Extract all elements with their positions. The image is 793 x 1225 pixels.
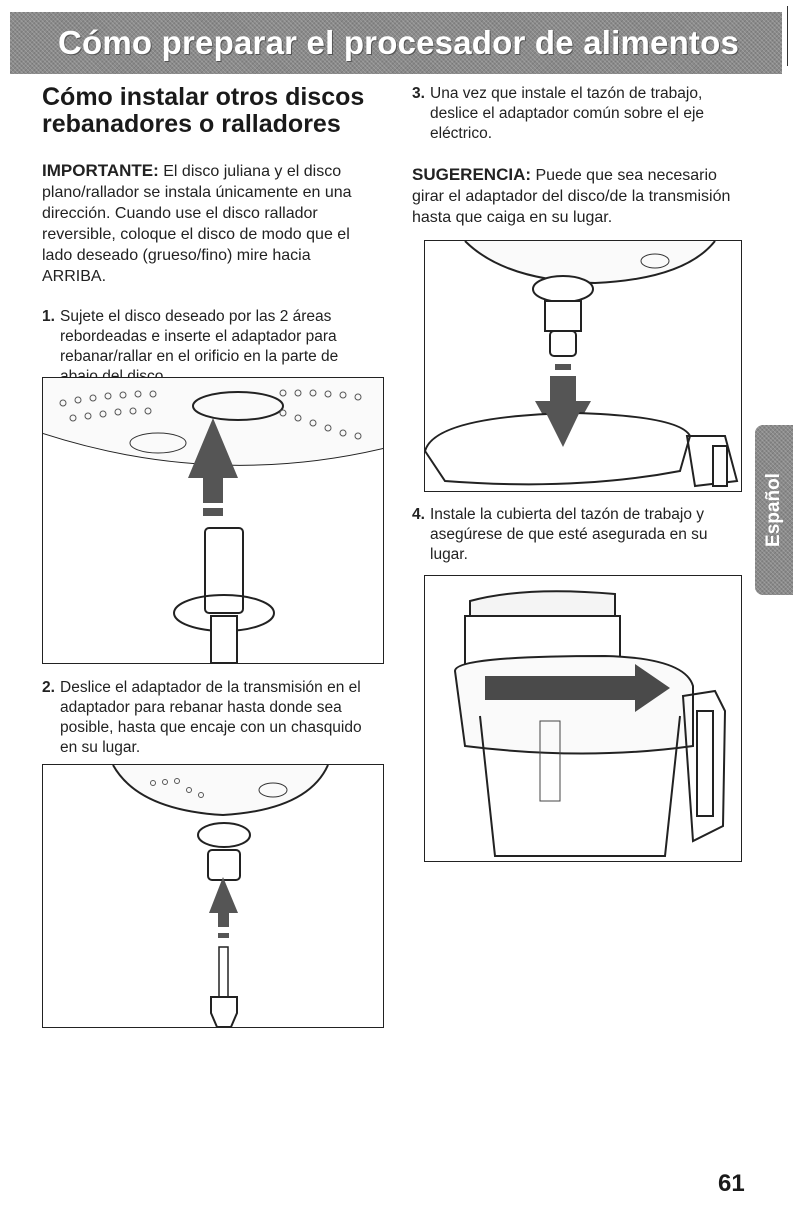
language-tab xyxy=(755,425,793,595)
language-tab-label: Español xyxy=(763,473,784,547)
figure-bowl-shaft xyxy=(424,240,742,492)
step-1-text: Sujete el disco deseado por las 2 áreas rebordeadas e inserte el adaptador para rebanar/rallar en el orificio en la parte de xyxy=(60,308,339,365)
step-3-text: Una vez que instale el tazón de trabajo, deslice el adaptador común sobre el eje eléctrico. xyxy=(430,85,705,142)
tip-text: Puede que sea necesario girar el adaptador del disco/de la transmisión hasta que caiga en su lugar. xyxy=(412,167,731,226)
step-1 xyxy=(42,307,367,387)
tip-keyword: SUGERENCIA: xyxy=(412,165,532,184)
disc-adapter-illustration xyxy=(43,378,383,663)
page-header-title: Cómo preparar el procesador de alimentos xyxy=(58,24,740,61)
step-2 xyxy=(42,678,362,758)
figure-disc-adapter xyxy=(42,377,384,664)
step-4-number: 4. xyxy=(412,506,425,523)
step-2-number: 2. xyxy=(42,679,55,696)
figure-drive-adapter xyxy=(42,764,384,1028)
section-title: Cómo instalar otros discos rebanadores o ralladores xyxy=(42,83,365,138)
drive-adapter-illustration xyxy=(43,765,383,1027)
bowl-cover-illustration xyxy=(425,576,741,861)
step-4-text: Instale la cubierta del tazón de trabajo y asegúrese de que esté asegurada en su lugar. xyxy=(430,506,708,563)
step-4 xyxy=(412,505,732,565)
header-bar xyxy=(10,12,782,74)
page-number: 61 xyxy=(718,1170,745,1197)
bowl-shaft-illustration xyxy=(425,241,741,491)
important-note xyxy=(42,160,377,287)
step-3-number: 3. xyxy=(412,85,425,102)
header-rule xyxy=(787,6,788,66)
right-column xyxy=(412,84,747,228)
important-text: El disco juliana y el disco plano/rallador se instala únicamente en una dirección. Cuando use el disco rallador reversible, coloque el disco de modo que el lado deseado (grueso/fino) mire hacia ARRIBA. xyxy=(42,163,352,285)
left-column xyxy=(42,84,382,387)
step-3 xyxy=(412,84,732,144)
tip-note xyxy=(412,164,732,228)
figure-bowl-cover xyxy=(424,575,742,862)
important-keyword: IMPORTANTE: xyxy=(42,161,159,180)
step-2-text: Deslice el adaptador de la transmisión en el adaptador para rebanar hasta donde sea posible, hasta que encaje con un chasquido en su lugar. xyxy=(60,679,362,756)
step-1-number: 1. xyxy=(42,308,55,325)
